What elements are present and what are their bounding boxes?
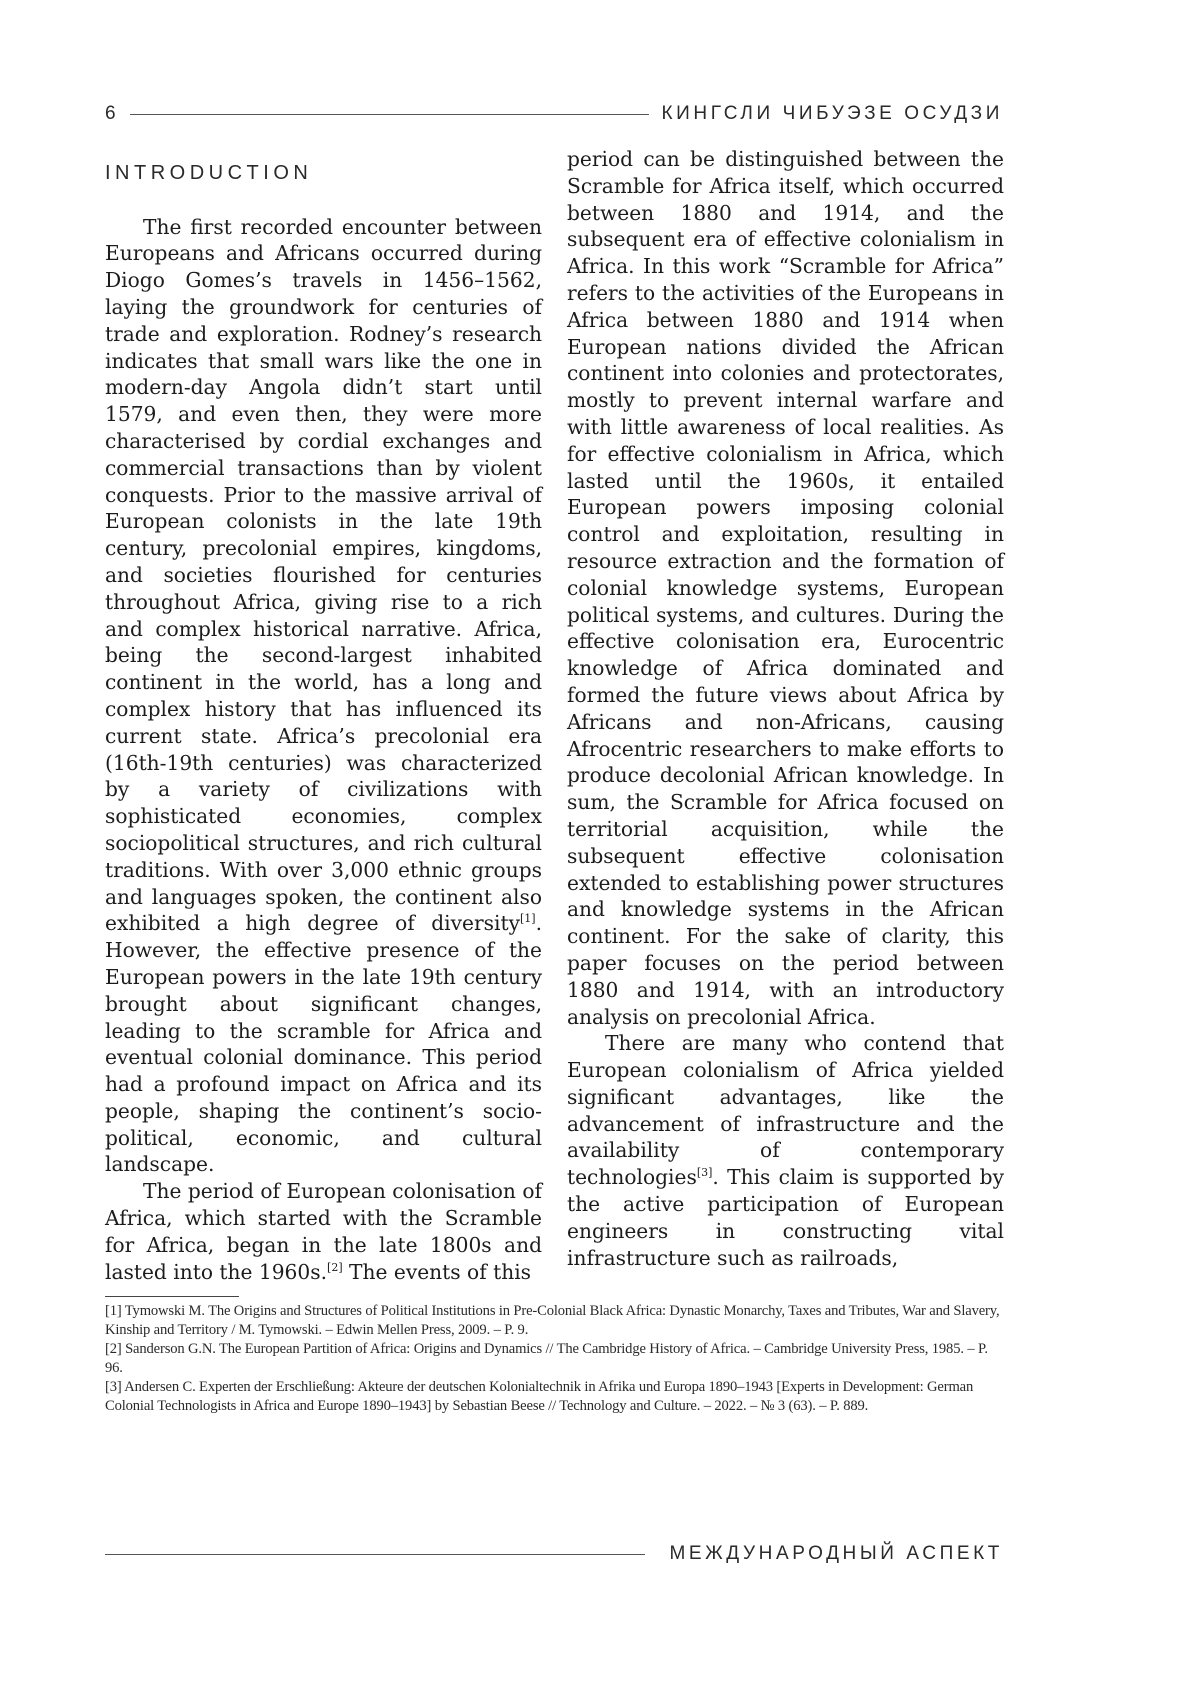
page-number: 6 (105, 103, 116, 124)
paragraph-text: There are many who contend that European colonialism of Africa yielded significant advantages, like the advancement of infrastructure and the availability of contemporary technologies (567, 1031, 1004, 1190)
footnote-ref[interactable]: [2] (327, 1260, 343, 1274)
paragraph (105, 214, 542, 1179)
paragraph-text: . This claim is supported by the active participation of European engineers in constructing vital infrastructure such as railroads, (567, 1165, 1004, 1270)
running-title-journal: МЕЖДУНАРОДНЫЙ АСПЕКТ (669, 1543, 1003, 1564)
header-rule (130, 114, 650, 115)
footnote-3: [3] Andersen C. Experten der Erschließung: Akteure der deutschen Kolonialtechnik in Afrika und Europa 1890–1943 [Experts in Development: German Colonial Technologists in Africa and Europe 1890–1943] by Sebastian Beese // Technology and Culture. – 2022. – № 3 (63). – P. 889. (105, 1379, 974, 1414)
footer-rule (105, 1554, 645, 1555)
paragraph (105, 1178, 542, 1285)
paragraph-text: The first recorded encounter between Europeans and Africans occurred during Diogo Gomes’s travels in 1456–1562, laying the groundwork for centuries of trade and exploration. Rodney’s research indicates that small wars like the one in modern-day Angola didn’t start until 1579, and even then, they were more characterised by cordial exchanges and commercial transactions than by violent conquests. Prior to the massive arrival of European colonists in the late 19th century, precolonial empires, kingdoms, and societies flourished for centuries throughout Africa, giving rise to a rich and complex historical narrative. Africa, being the second-largest inhabited continent in the world, has a long and complex history that has influenced its current state. Africa’s precolonial era (16th-19th centuries) was characterized by a variety of civilizations with sophisticated economies, complex sociopolitical structures, and rich cultural traditions. With over 3,000 ethnic groups and languages spoken, the continent also exhibited a high degree of diversity (105, 214, 542, 936)
paragraph-text: . However, the effective presence of the European powers in the late 19th century brought about significant changes, leading to the scramble for Africa and eventual colonial dominance. This period had a profound impact on Africa and its people, shaping the continent’s socio-political, economic, and cultural landscape. (105, 911, 542, 1177)
paragraph-text: period can be distinguished between the Scramble for Africa itself, which occurred between 1880 and 1914, and the subsequent era of effective colonialism in Africa. In this work “Scramble for Africa” refers to the activities of the Europeans in Africa between 1880 and 1914 when European nations divided the African continent into colonies and protectorates, mostly to prevent internal warfare and with little awareness of local realities. As for effective colonialism in Africa, which lasted until the 1960s, it entailed European powers imposing colonial control and exploitation, resulting in resource extraction and the formation of colonial knowledge systems, European political systems, and cultures. During the effective colonisation era, Eurocentric knowledge of Africa dominated and formed the future views about Africa by Africans and non-Africans, causing Afrocentric researchers to make efforts to produce decolonial African knowledge. In sum, the Scramble for Africa focused on territorial acquisition, while the subsequent effective colonisation extended to establishing power structures and knowledge systems in the African continent. For the sake of clarity, this paper focuses on the period between 1880 and 1914, with an introductory analysis on precolonial Africa. (567, 147, 1004, 1029)
footnote-separator (105, 1296, 239, 1297)
footnote-2: [2] Sanderson G.N. The European Partition of Africa: Origins and Dynamics // The Cambridge History of Africa. – Cambridge University Press, 1985. – P. 96. (105, 1341, 988, 1376)
footnotes (105, 1302, 1000, 1416)
running-header (105, 101, 1003, 127)
paragraph (567, 1030, 1004, 1271)
paragraph-continued (567, 146, 1004, 1030)
footnote-1: [1] Tymowski M. The Origins and Structures of Political Institutions in Pre-Colonial Black Africa: Dynastic Monarchy, Taxes and Tributes, War and Slavery, Kinship and Territory / M. Tymowski. – Edwin Mellen Press, 2009. – P. 9. (105, 1303, 1000, 1338)
paragraph-text: The events of this (342, 1259, 532, 1284)
left-column (105, 160, 542, 1285)
running-footer (105, 1541, 1003, 1567)
section-heading: INTRODUCTION (105, 162, 313, 184)
footnote-ref[interactable]: [3] (696, 1166, 713, 1180)
right-column (567, 146, 1004, 1271)
paragraph-text: The period of European colonisation of Africa, which started with the Scramble for Africa, began in the late 1800s and lasted into the 1960s. (105, 1179, 542, 1284)
footnote-ref[interactable]: [1] (519, 912, 536, 926)
running-title-author: КИНГСЛИ ЧИБУЭЗЕ ОСУДЗИ (661, 103, 1003, 124)
